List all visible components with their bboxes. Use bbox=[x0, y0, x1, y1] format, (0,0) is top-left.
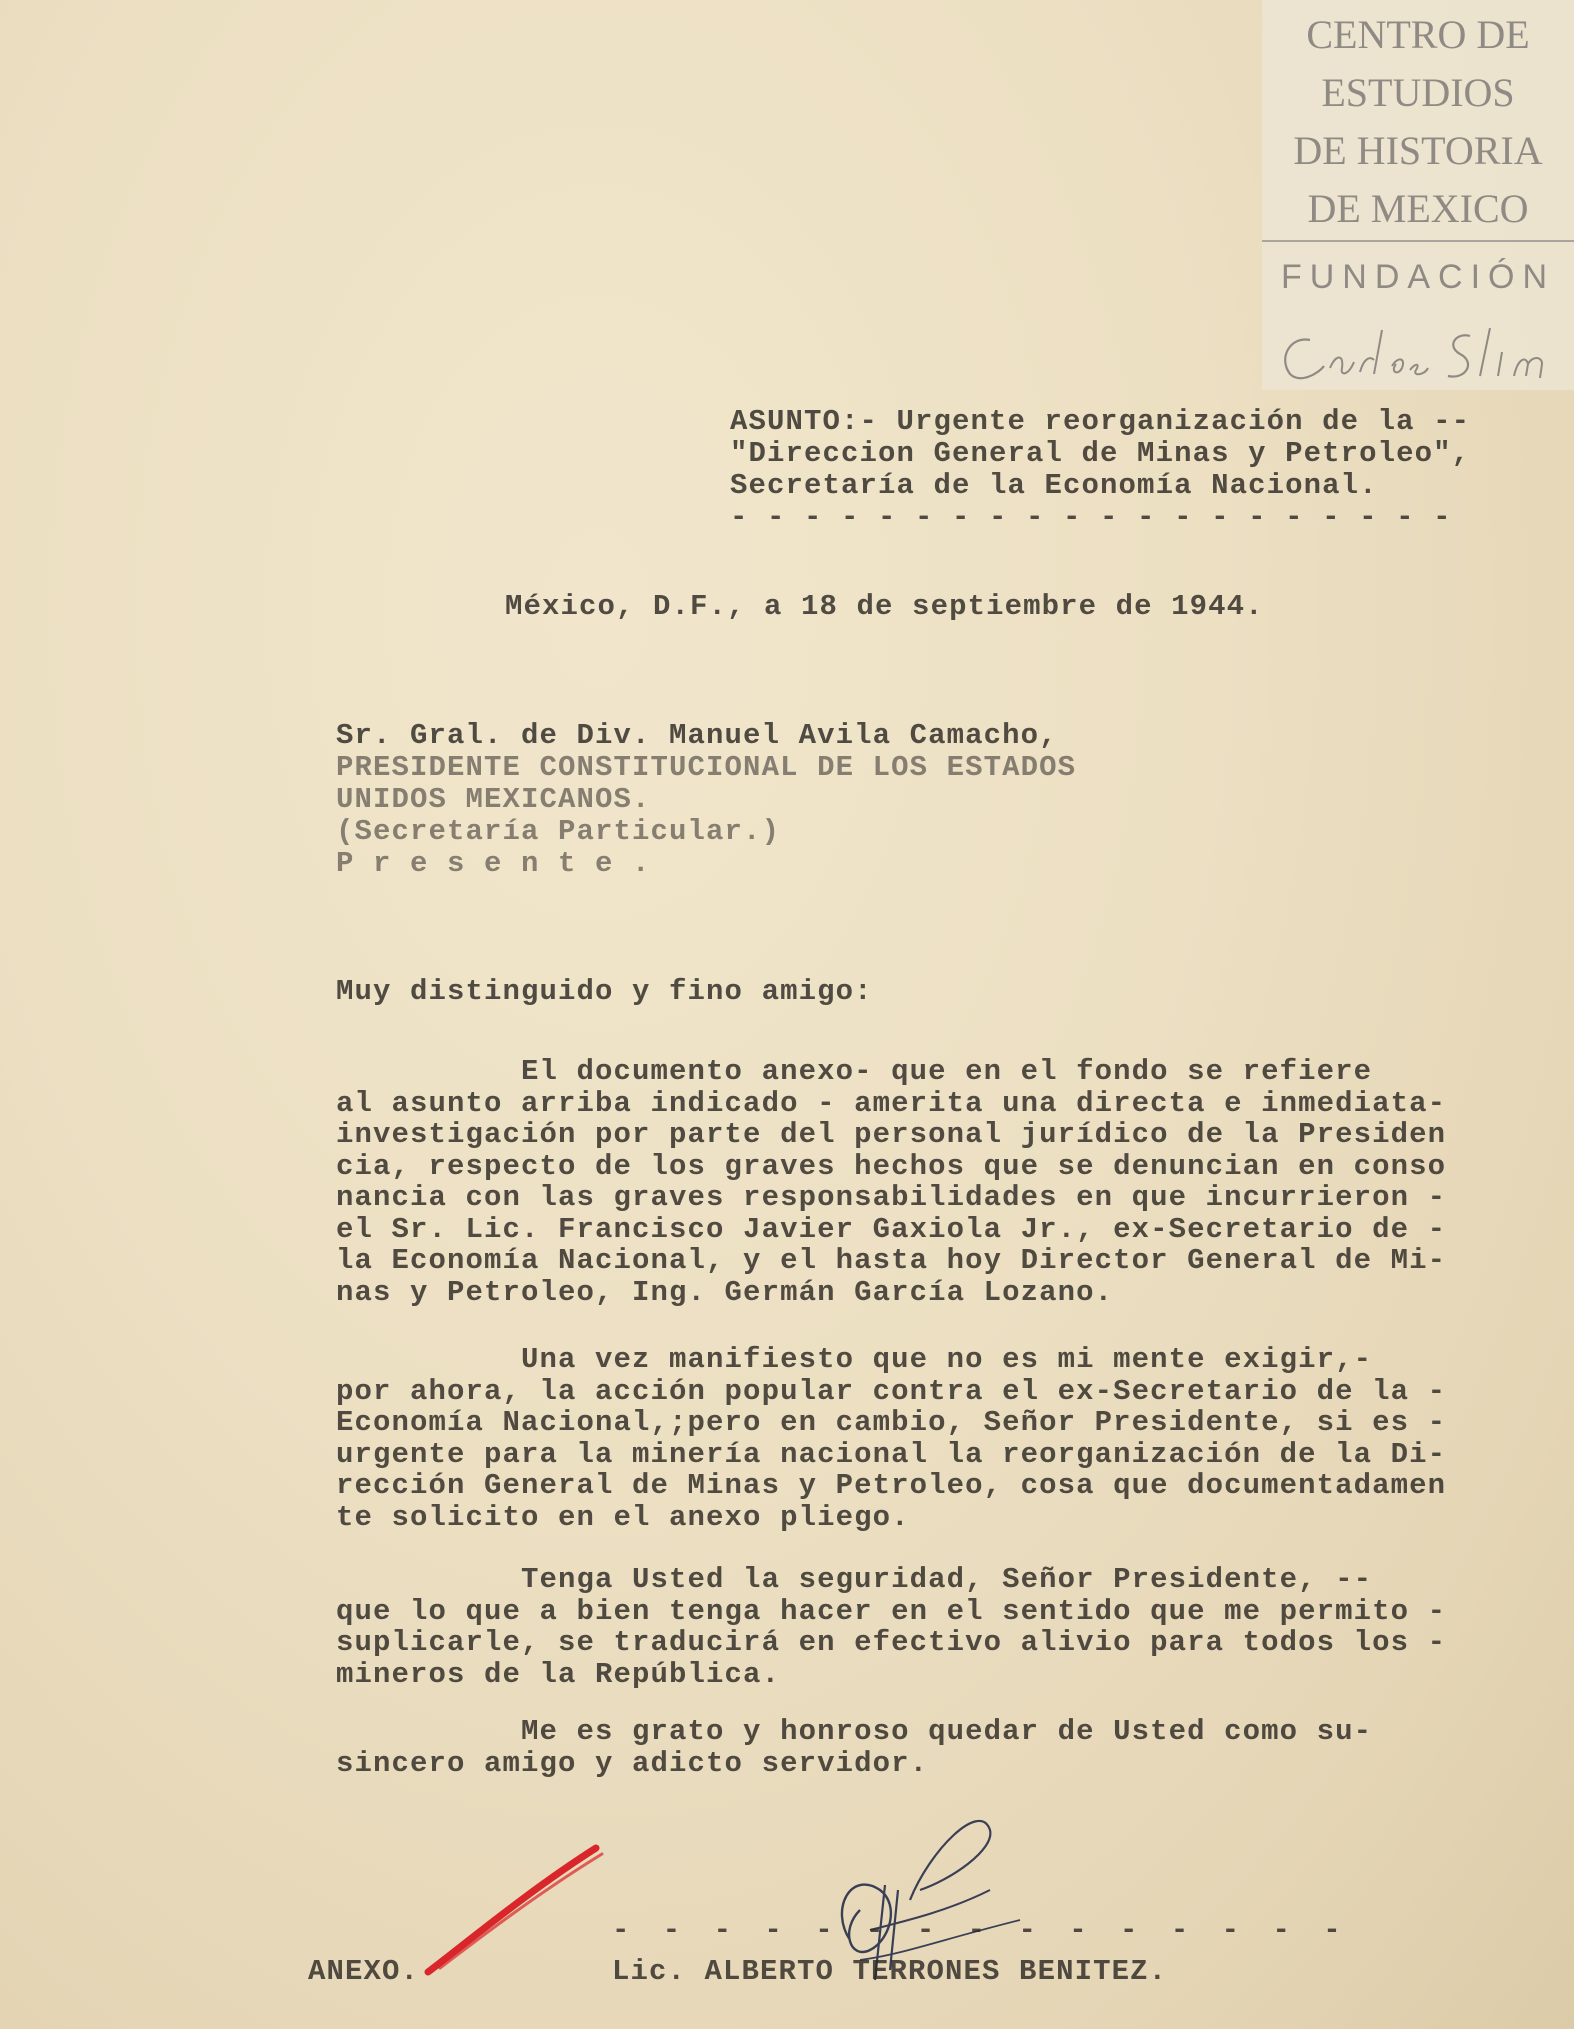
subject-line: "Direccion General de Minas y Petroleo", bbox=[730, 437, 1471, 470]
body-paragraph bbox=[336, 1716, 1372, 1779]
annex-label: ANEXO. bbox=[308, 1955, 420, 1988]
body-paragraph bbox=[336, 1564, 1446, 1690]
recipient-block bbox=[336, 720, 1076, 880]
watermark-line: DE HISTORIA bbox=[1293, 128, 1543, 173]
body-line: cia, respecto de los graves hechos que se denuncian en conso bbox=[336, 1149, 1447, 1183]
body-line: investigación por parte del personal jurídico de la Presiden bbox=[336, 1118, 1447, 1151]
watermark-signature-logo bbox=[1270, 318, 1570, 388]
recipient-line: UNIDOS MEXICANOS. bbox=[336, 783, 651, 816]
archive-watermark bbox=[1262, 0, 1574, 390]
body-line: suplicarle, se traducirá en efectivo alivio para todos los - bbox=[336, 1626, 1447, 1659]
body-line: Economía Nacional,;pero en cambio, Señor Presidente, si es - bbox=[336, 1406, 1447, 1439]
body-line: al asunto arriba indicado - amerita una directa e inmediata- bbox=[336, 1086, 1447, 1120]
body-line: mineros de la República. bbox=[336, 1657, 781, 1691]
body-line: te solicito en el anexo pliego. bbox=[336, 1500, 910, 1534]
recipient-line: Sr. Gral. de Div. Manuel Avila Camacho, bbox=[336, 719, 1058, 752]
watermark-divider bbox=[1262, 240, 1574, 242]
signature-line: - - - - - - - - - - - - - - - bbox=[612, 1914, 1349, 1947]
subject-line: ASUNTO:- Urgente reorganización de la -- bbox=[730, 405, 1471, 438]
recipient-line: P r e s e n t e . bbox=[336, 847, 651, 880]
body-line: sincero amigo y adicto servidor. bbox=[336, 1746, 929, 1780]
body-paragraph bbox=[336, 1344, 1446, 1533]
body-line: por ahora, la acción popular contra el ex-Secretario de la - bbox=[336, 1374, 1447, 1408]
recipient-line: (Secretaría Particular.) bbox=[336, 815, 781, 848]
body-line: urgente para la minería nacional la reorganización de la Di- bbox=[336, 1437, 1447, 1471]
watermark-line: CENTRO DE bbox=[1306, 12, 1530, 57]
body-line: el Sr. Lic. Francisco Javier Gaxiola Jr., ex-Secretario de - bbox=[336, 1212, 1447, 1246]
body-line: la Economía Nacional, y el hasta hoy Director General de Mi- bbox=[336, 1244, 1447, 1277]
red-pencil-mark bbox=[420, 1840, 620, 1980]
body-line: nas y Petroleo, Ing. Germán García Lozano. bbox=[336, 1275, 1114, 1309]
subject-block bbox=[730, 406, 1470, 534]
subject-underline: - - - - - - - - - - - - - - - - - - - - bbox=[730, 501, 1452, 534]
salutation: Muy distinguido y fino amigo: bbox=[336, 975, 873, 1008]
body-line: Me es grato y honroso quedar de Usted como su- bbox=[336, 1715, 1373, 1748]
body-line: Una vez manifiesto que no es mi mente exigir,- bbox=[336, 1343, 1373, 1376]
date-line: México, D.F., a 18 de septiembre de 1944. bbox=[505, 590, 1264, 623]
recipient-line: PRESIDENTE CONSTITUCIONAL DE LOS ESTADOS bbox=[336, 751, 1077, 784]
body-line: El documento anexo- que en el fondo se refiere bbox=[336, 1055, 1373, 1088]
body-paragraph bbox=[336, 1056, 1446, 1308]
watermark-foundation: FUNDACIÓN bbox=[1280, 258, 1556, 296]
watermark-line: DE MEXICO bbox=[1307, 186, 1529, 231]
signer-name: Lic. ALBERTO TERRONES BENITEZ. bbox=[612, 1955, 1168, 1988]
body-line: que lo que a bien tenga hacer en el sentido que me permito - bbox=[336, 1594, 1447, 1628]
body-line: rección General de Minas y Petroleo, cosa que documentadamen bbox=[336, 1469, 1447, 1502]
body-line: nancia con las graves responsabilidades en que incurrieron - bbox=[336, 1181, 1447, 1214]
watermark-institution bbox=[1262, 6, 1574, 238]
watermark-line: ESTUDIOS bbox=[1321, 70, 1515, 115]
subject-line: Secretaría de la Economía Nacional. bbox=[730, 469, 1378, 502]
body-line: Tenga Usted la seguridad, Señor Presidente, -- bbox=[336, 1563, 1373, 1596]
